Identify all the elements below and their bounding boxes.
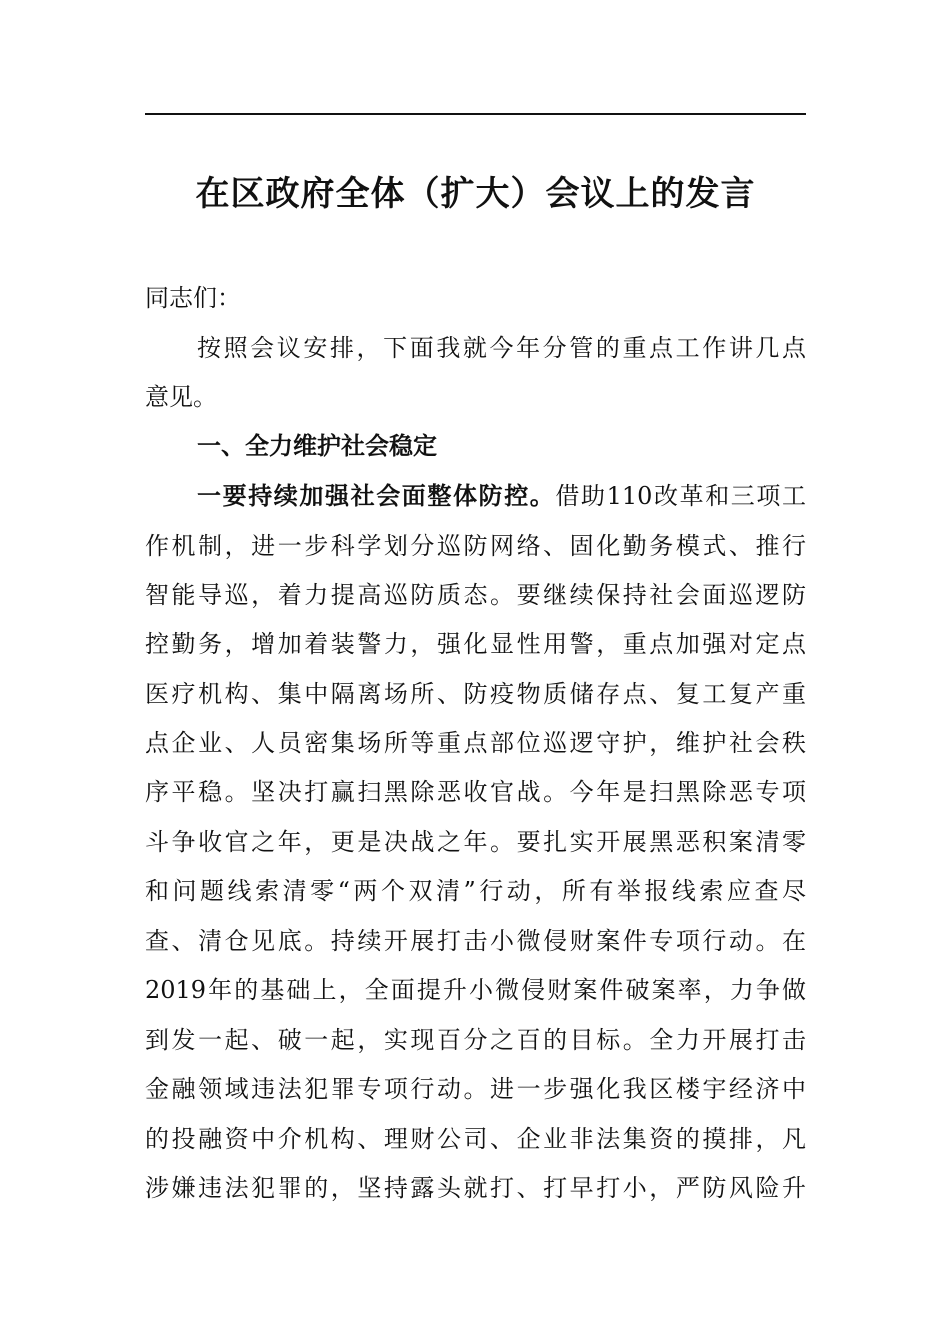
intro-line-1: 按照会议安排，下面我就今年分管的重点工作讲几点: [197, 334, 806, 362]
paragraph-line: 医疗机构、集中隔离场所、防疫物质储存点、复工复产重: [145, 680, 806, 708]
paragraph-line: 作机制，进一步科学划分巡防网络、固化勤务模式、推行: [145, 532, 806, 560]
document-title: 在区政府全体（扩大）会议上的发言: [195, 174, 756, 214]
paragraph-line: 智能导巡，着力提高巡防质态。要继续保持社会面巡逻防: [145, 581, 806, 609]
paragraph-line: 的投融资中介机构、理财公司、企业非法集资的摸排，凡: [145, 1125, 806, 1153]
header-rule: [145, 113, 806, 115]
paragraph-line: 涉嫌违法犯罪的，坚持露头就打、打早打小，严防风险升: [145, 1174, 806, 1202]
section-heading: 一、全力维护社会稳定: [197, 432, 437, 460]
paragraph-line: 2019年的基础上，全面提升小微侵财案件破案率，力争做: [145, 976, 806, 1004]
paragraph-line: 和问题线索清零“两个双清”行动，所有举报线索应查尽: [145, 877, 806, 905]
paragraph-line: 点企业、人员密集场所等重点部位巡逻守护，维护社会秩: [145, 729, 806, 757]
paragraph-line: 斗争收官之年，更是决战之年。要扎实开展黑恶积案清零: [145, 828, 806, 856]
intro-line-2: 意见。: [145, 383, 217, 411]
paragraph-line: 序平稳。坚决打赢扫黑除恶收官战。今年是扫黑除恶专项: [145, 778, 806, 806]
paragraph-line: 查、清仓见底。持续开展打击小微侵财案件专项行动。在: [145, 927, 806, 955]
paragraph-first-line-rest: 借助110改革和三项工: [555, 482, 807, 510]
paragraph-line: 金融领域违法犯罪专项行动。进一步强化我区楼宇经济中: [145, 1075, 806, 1103]
salutation: 同志们：: [145, 284, 241, 312]
paragraph-first-line: [197, 478, 806, 514]
paragraph-line: 到发一起、破一起，实现百分之百的目标。全力开展打击: [145, 1026, 806, 1054]
paragraph-lead: 一要持续加强社会面整体防控。: [197, 481, 556, 510]
paragraph-line: 控勤务，增加着装警力，强化显性用警，重点加强对定点: [145, 630, 806, 658]
